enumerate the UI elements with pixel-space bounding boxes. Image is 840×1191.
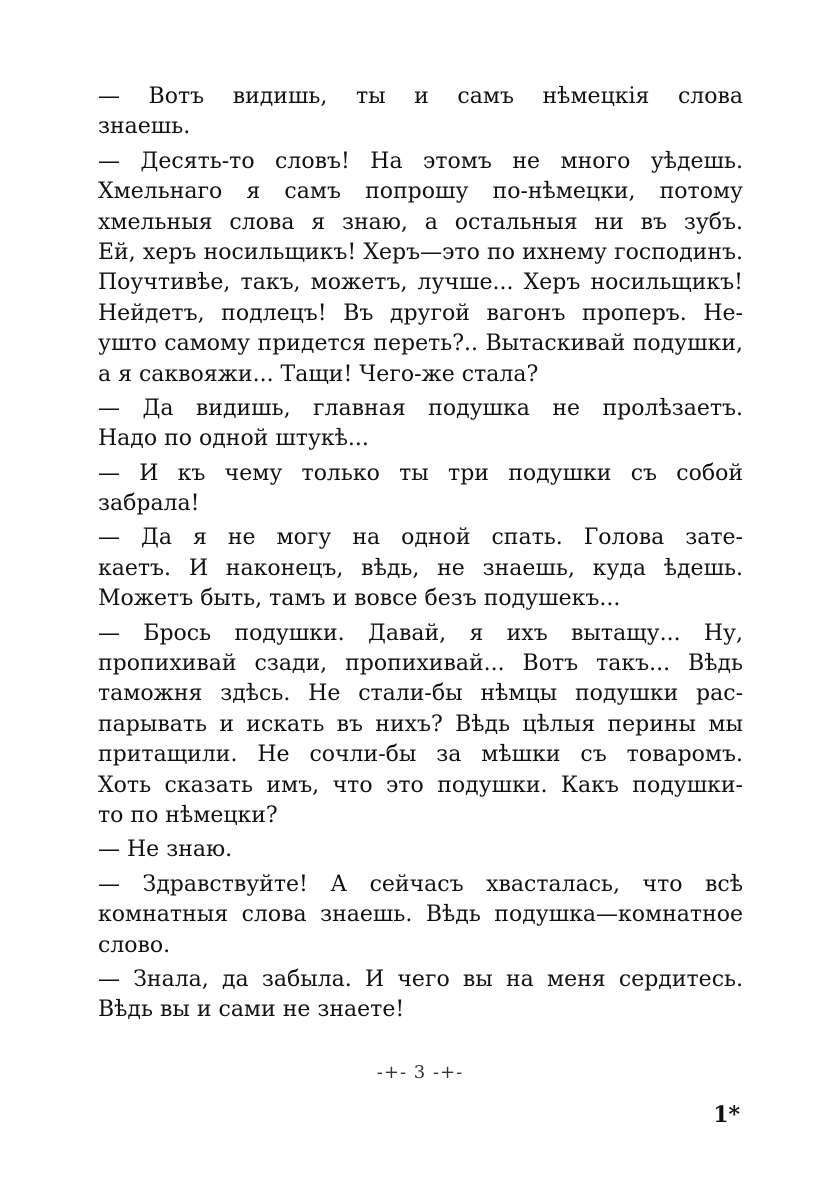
text-line: таможня здѣсь. Не стали-бы нѣмцы подушки рас- <box>98 681 743 707</box>
text-line: Вѣдь вы и сами не знаете! <box>98 997 405 1023</box>
text-line: притащили. Не сочли-бы за мѣшки съ товаромъ. <box>98 742 743 768</box>
paragraph <box>98 147 743 390</box>
text-line: Поучтивѣе, такъ, можетъ, лучше... Херъ носильщикъ! <box>98 270 743 296</box>
paragraph <box>98 870 743 961</box>
text-line: — Здравствуйте! А сейчасъ хвасталась, что всѣ <box>98 871 743 897</box>
text-line: Хмельнаго я самъ попрошу по-нѣмецки, потому <box>98 179 743 205</box>
text-line: забрала! <box>98 491 200 517</box>
page-number: -+- 3 -+- <box>376 1062 464 1083</box>
text-line: Нейдетъ, подлецъ! Въ другой вагонъ проперъ. Не- <box>98 300 743 326</box>
text-line: — И къ чему только ты три подушки съ собой <box>98 460 743 486</box>
text-line: — Знала, да забыла. И чего вы на меня сердитесь. <box>98 966 743 992</box>
text-line: Ей, херъ носильщикъ! Херъ—это по ихнему господинъ. <box>98 239 743 265</box>
text-line: — Да я не могу на одной спать. Голова зате- <box>98 525 743 551</box>
text-line: то по нѣмецки? <box>98 802 278 828</box>
text-line: Можетъ быть, тамъ и вовсе безъ подушекъ... <box>98 586 621 612</box>
text-line: комнатныя слова знаешь. Вѣдь подушка—комнатное <box>98 902 743 928</box>
text-line: а я саквояжи... Тащи! Чего-же стала? <box>98 361 539 387</box>
text-line: Надо по одной штукѣ... <box>98 426 369 452</box>
text-line: знаешь. <box>98 114 191 140</box>
text-line: — Брось подушки. Давай, я ихъ вытащу... Ну, <box>98 620 743 646</box>
paragraph <box>98 835 743 865</box>
text-line: парывать и искать въ нихъ? Вѣдь цѣлыя перины мы <box>98 711 743 737</box>
paragraph <box>98 523 743 614</box>
text-line: — Десять-то словъ! На этомъ не много уѣдешь. <box>98 148 743 174</box>
text-line: слово. <box>98 932 171 958</box>
text-line: — Да видишь, главная подушка не пролѣзаетъ. <box>98 395 743 421</box>
text-line: — Вотъ видишь, ты и самъ нѣмецкія слова <box>98 84 743 109</box>
paragraph <box>98 82 743 143</box>
text-line: ушто самому придется переть?.. Вытаскивай подушки, <box>98 331 743 357</box>
text-line: — Не знаю. <box>98 837 233 863</box>
signature-mark: 1* <box>713 1102 740 1128</box>
paragraph <box>98 394 743 455</box>
paragraph <box>98 965 743 1026</box>
text-line: каетъ. И наконецъ, вѣдь, не знаешь, куда ѣдешь. <box>98 555 743 581</box>
paragraph <box>98 619 743 832</box>
text-line: Хоть сказать имъ, что это подушки. Какъ подушки- <box>98 772 743 798</box>
text-line: пропихивай сзади, пропихивай... Вотъ такъ... Вѣдь <box>98 651 743 677</box>
page-body-text <box>98 82 743 1030</box>
text-line: хмельныя слова я знаю, а остальныя ни въ зубъ. <box>98 209 743 235</box>
paragraph <box>98 459 743 520</box>
